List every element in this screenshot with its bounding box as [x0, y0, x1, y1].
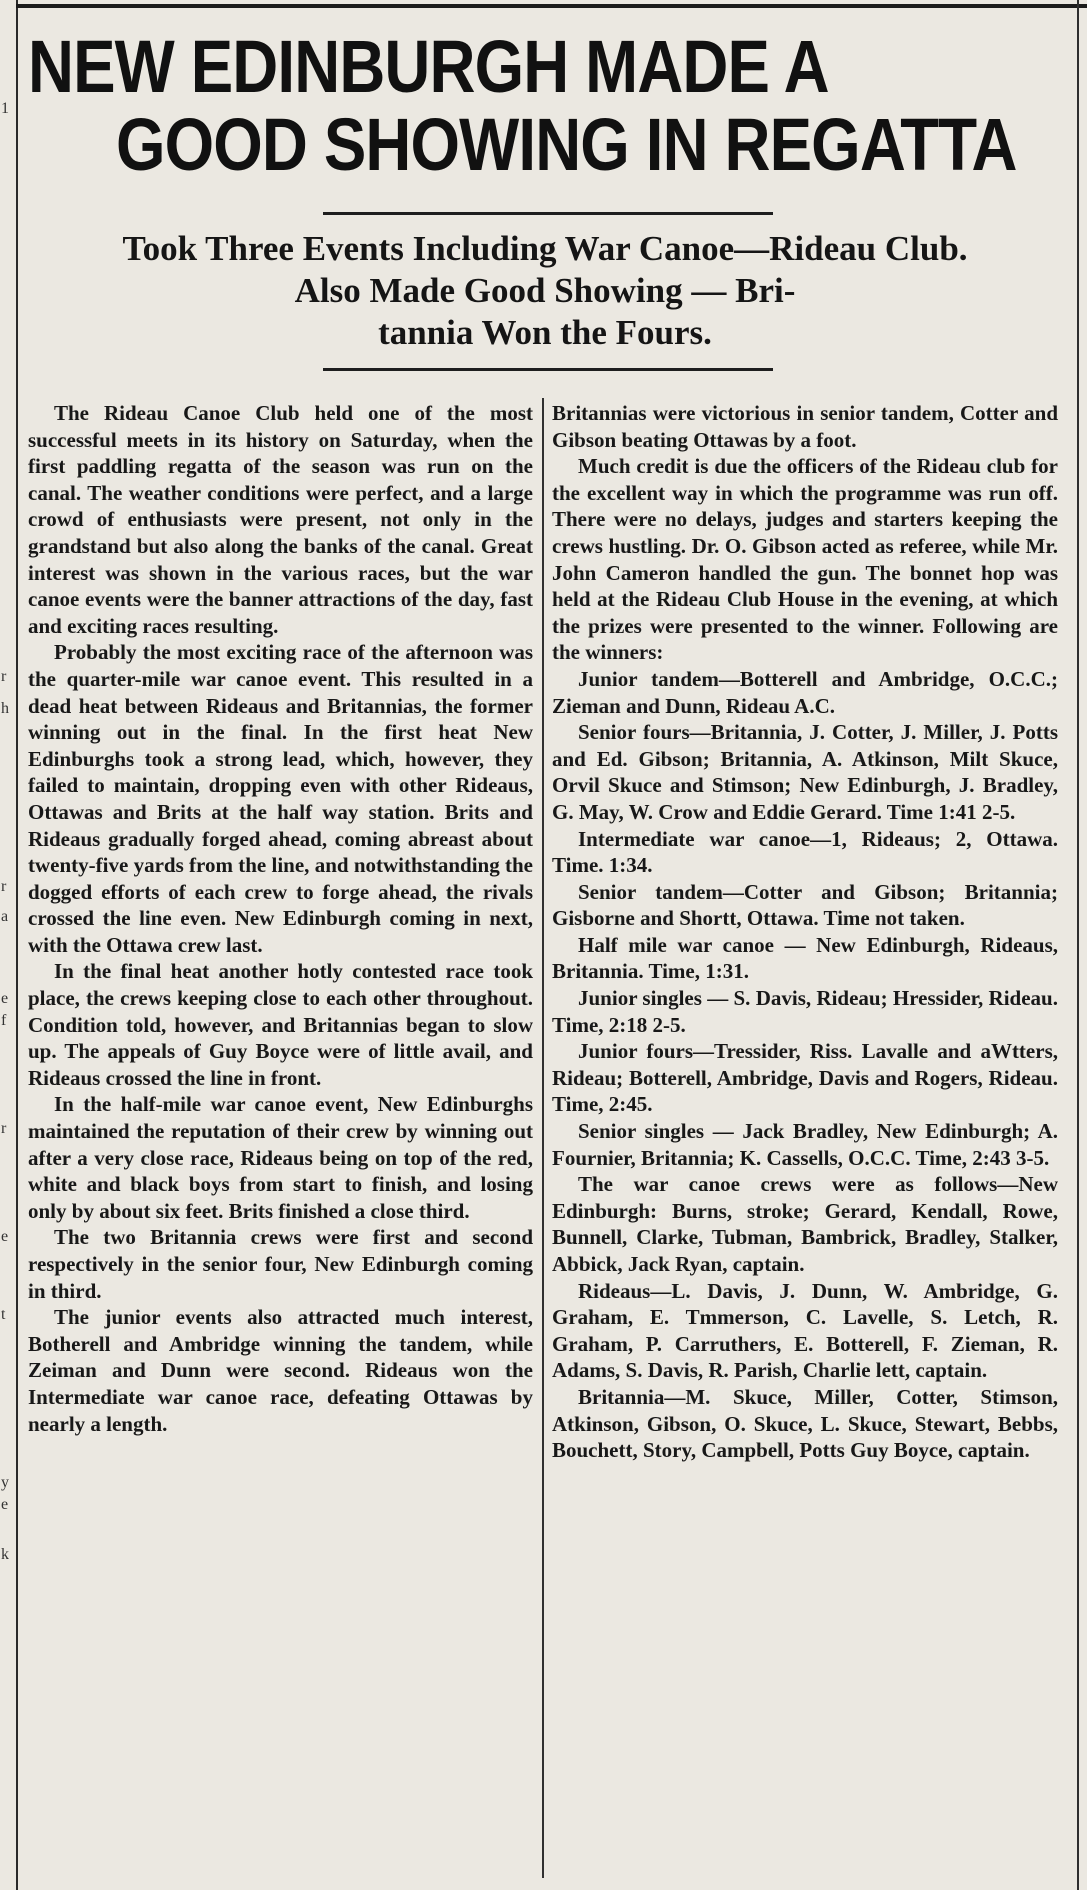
gutter-mark: t — [1, 1306, 6, 1323]
results-entry: Senior fours—Britannia, J. Cotter, J. Miller, J. Potts and Ed. Gibson; Britannia, A. Atkinson, Milt Skuce, Orvil Skuce and Stimson; New Edinburgh, J. Bradley, G. May, W. Crow and Eddie Gerard. Time 1:41 2-5. — [552, 720, 1058, 824]
column-divider — [542, 398, 544, 1878]
gutter-mark: y — [1, 1474, 9, 1491]
subheadline-divider — [323, 368, 773, 371]
results-entry: Junior tandem—Botterell and Ambridge, O.C.C.; Zieman and Dunn, Rideau A.C. — [552, 666, 1058, 718]
gutter-mark: k — [1, 1546, 9, 1563]
gutter-mark: e — [1, 1228, 9, 1245]
article-column-right — [552, 400, 1058, 1464]
article-paragraph-continued: Britannias were victorious in senior tandem, Cotter and Gibson beating Ottawas by a foot. — [552, 401, 1058, 452]
gutter-mark: f — [1, 1012, 7, 1029]
headline-line-2: GOOD SHOWING IN REGATTA — [116, 103, 1017, 186]
results-entry: Senior singles — Jack Bradley, New Edinburgh; A. Fournier, Britannia; K. Cassells, O.C.C. Time, 2:43 3-5. — [552, 1119, 1058, 1170]
article-paragraph: The Rideau Canoe Club held one of the most successful meets in its history on Saturday, when the first paddling regatta of the season was run on the canal. The weather conditions were perfect, and a large crowd of enthusiasts were present, not only in the grandstand but also along the banks of the canal. Great interest was shown in the various races, but the war canoe events were the banner attractions of the day, fast and exciting races resulting. — [28, 401, 533, 638]
crew-list: Britannia—M. Skuce, Miller, Cotter, Stimson, Atkinson, Gibson, O. Skuce, L. Skuce, Stewart, Bebbs, Bouchett, Story, Campbell, Potts Guy Boyce, captain. — [552, 1384, 1058, 1463]
subheadline-line-3: tannia Won the Fours. — [378, 313, 712, 352]
results-entry: Junior fours—Tressider, Riss. Lavalle and aWtters, Rideau; Botterell, Ambridge, Davis and Rogers, Rideau. Time, 2:45. — [552, 1039, 1058, 1117]
gutter-mark: e — [1, 1496, 9, 1513]
gutter-mark: e — [1, 990, 9, 1007]
article-column-left — [28, 400, 533, 1437]
subheadline-line-2: Also Made Good Showing — Bri- — [294, 271, 796, 310]
gutter-mark: 1 — [1, 100, 9, 117]
article-paragraph: Much credit is due the officers of the Rideau club for the excellent way in which the programme was run off. There were no delays, judges and starters keeping the crews hustling. Dr. O. Gibson acted as referee, while Mr. John Cameron handled the gun. The bonnet hop was held at the Rideau Club House in the evening, at which the prizes were presented to the winner. Following are the winners: — [552, 454, 1058, 665]
results-entry: Half mile war canoe — New Edinburgh, Rideaus, Britannia. Time, 1:31. — [552, 932, 1058, 984]
article-paragraph: In the half-mile war canoe event, New Edinburghs maintained the reputation of their crew by winning out after a very close race, Rideaus being on top of the red, white and black boys from start to finish, and losing only by about six feet. Brits finished a close third. — [28, 1092, 533, 1223]
headline-divider — [323, 212, 773, 215]
headline-line-1: NEW EDINBURGH MADE A — [28, 25, 829, 108]
top-rule — [16, 4, 1087, 8]
crew-list: The war canoe crews were as follows—New Edinburgh: Burns, stroke; Gerard, Kendall, Rowe, Bunnell, Clarke, Tubman, Bambrick, Bradley, Stalker, Abbick, Jack Ryan, captain. — [552, 1172, 1058, 1276]
results-entry: Intermediate war canoe—1, Rideaus; 2, Ottawa. Time. 1:34. — [552, 826, 1058, 878]
subheadline-line-1: Took Three Events Including War Canoe—Rideau Club. — [122, 229, 968, 268]
gutter-mark: r — [1, 668, 7, 685]
subheadline — [30, 228, 1060, 354]
gutter-mark: r — [1, 1120, 7, 1137]
crew-list: Rideaus—L. Davis, J. Dunn, W. Ambridge, G. Graham, E. Tmmerson, C. Lavelle, S. Letch, R. Graham, P. Carruthers, E. Botterell, F. Zieman, R. Adams, S. Davis, R. Parish, Charlie lett, captain. — [552, 1278, 1058, 1383]
results-entry: Senior tandem—Cotter and Gibson; Britannia; Gisborne and Shortt, Ottawa. Time not taken. — [552, 879, 1058, 931]
article-paragraph: Probably the most exciting race of the afternoon was the quarter-mile war canoe event. This resulted in a dead heat between Rideaus and Britannias, the former winning out in the final. In the first heat New Edinburghs took a strong lead, which, however, they failed to maintain, dropping even with other Rideaus, Ottawas and Brits at the half way station. Brits and Rideaus gradually forged ahead, coming abreast about twenty-five yards from the line, and notwithstanding the dogged efforts of each crew to forge ahead, the rivals crossed the line even. New Edinburgh coming in next, with the Ottawa crew last. — [28, 640, 533, 957]
left-gutter — [0, 0, 18, 1890]
article-paragraph: In the final heat another hotly contested race took place, the crews keeping close to each other throughout. Condition told, however, and Britannias began to slow up. The appeals of Guy Boyce were of little avail, and Rideaus crossed the line in front. — [28, 959, 533, 1090]
gutter-mark: h — [1, 700, 9, 717]
article-paragraph: The junior events also attracted much interest, Botherell and Ambridge winning the tandem, while Zeiman and Dunn were second. Rideaus won the Intermediate war canoe race, defeating Ottawas by nearly a length. — [28, 1305, 533, 1436]
right-rule — [1077, 0, 1079, 1890]
article-paragraph: The two Britannia crews were first and second respectively in the senior four, New Edinburgh coming in third. — [28, 1225, 533, 1303]
results-entry: Junior singles — S. Davis, Rideau; Hressider, Rideau. Time, 2:18 2-5. — [552, 986, 1058, 1037]
gutter-mark: r — [1, 878, 7, 895]
gutter-mark: a — [1, 908, 9, 925]
